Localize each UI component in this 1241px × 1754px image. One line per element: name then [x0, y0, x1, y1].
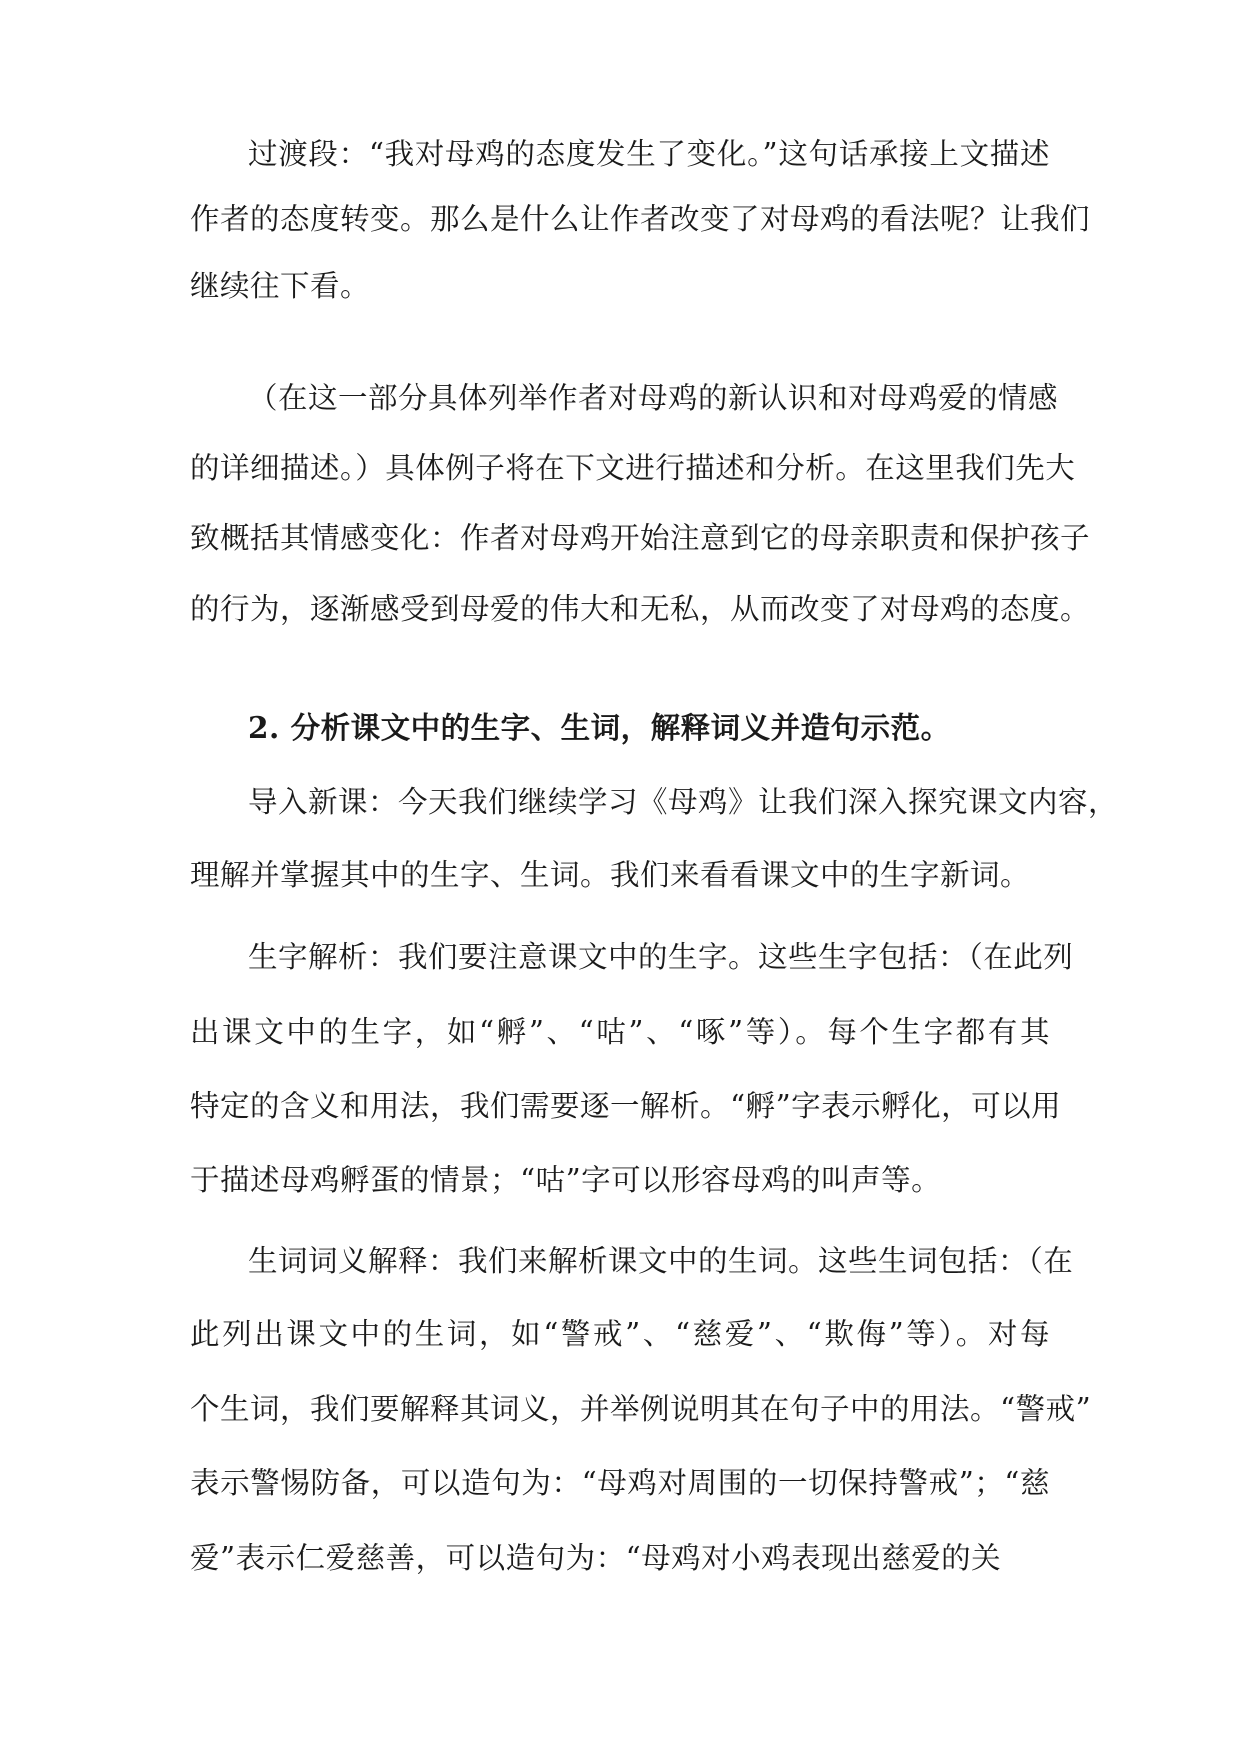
text-line: 于描述母鸡孵蛋的情景；“咕”字可以形容母鸡的叫声等。	[190, 1163, 942, 1197]
section-heading: 2. 分析课文中的生字、生词，解释词义并造句示范。	[248, 710, 951, 745]
text-line: 表示警惕防备，可以造句为：“母鸡对周围的一切保持警戒”；“慈	[190, 1466, 1050, 1500]
text-line: 特定的含义和用法，我们需要逐一解析。“孵”字表示孵化，可以用	[190, 1089, 1062, 1123]
text-line: 出课文中的生字，如“孵”、“咕”、“啄”等）。每个生字都有其	[190, 1015, 1050, 1049]
text-line: （在这一部分具体列举作者对母鸡的新认识和对母鸡爱的情感	[248, 381, 1059, 415]
text-line: 致概括其情感变化：作者对母鸡开始注意到它的母亲职责和保护孩子	[190, 521, 1091, 555]
text-line: 爱”表示仁爱慈善，可以造句为：“母鸡对小鸡表现出慈爱的关	[190, 1541, 1002, 1575]
text-line: 的行为，逐渐感受到母爱的伟大和无私，从而改变了对母鸡的态度。	[190, 592, 1091, 626]
text-line: 继续往下看。	[190, 269, 371, 303]
text-line: 生字解析：我们要注意课文中的生字。这些生字包括：（在此列	[248, 940, 1074, 974]
text-line: 此列出课文中的生词，如“警戒”、“慈爱”、“欺侮”等）。对每	[190, 1317, 1050, 1351]
text-line: 作者的态度转变。那么是什么让作者改变了对母鸡的看法呢？让我们	[190, 202, 1091, 236]
text-line: 的详细描述。）具体例子将在下文进行描述和分析。在这里我们先大	[190, 451, 1076, 485]
text-line: 导入新课：今天我们继续学习《母鸡》让我们深入探究课文内容，	[248, 785, 1119, 819]
text-line: 过渡段：“我对母鸡的态度发生了变化。”这句话承接上文描述	[248, 137, 1050, 171]
text-line: 生词词义解释：我们来解析课文中的生词。这些生词包括：（在	[248, 1244, 1074, 1278]
text-line: 个生词，我们要解释其词义，并举例说明其在句子中的用法。“警戒”	[190, 1392, 1092, 1426]
text-line: 理解并掌握其中的生字、生词。我们来看看课文中的生字新词。	[190, 858, 1031, 892]
